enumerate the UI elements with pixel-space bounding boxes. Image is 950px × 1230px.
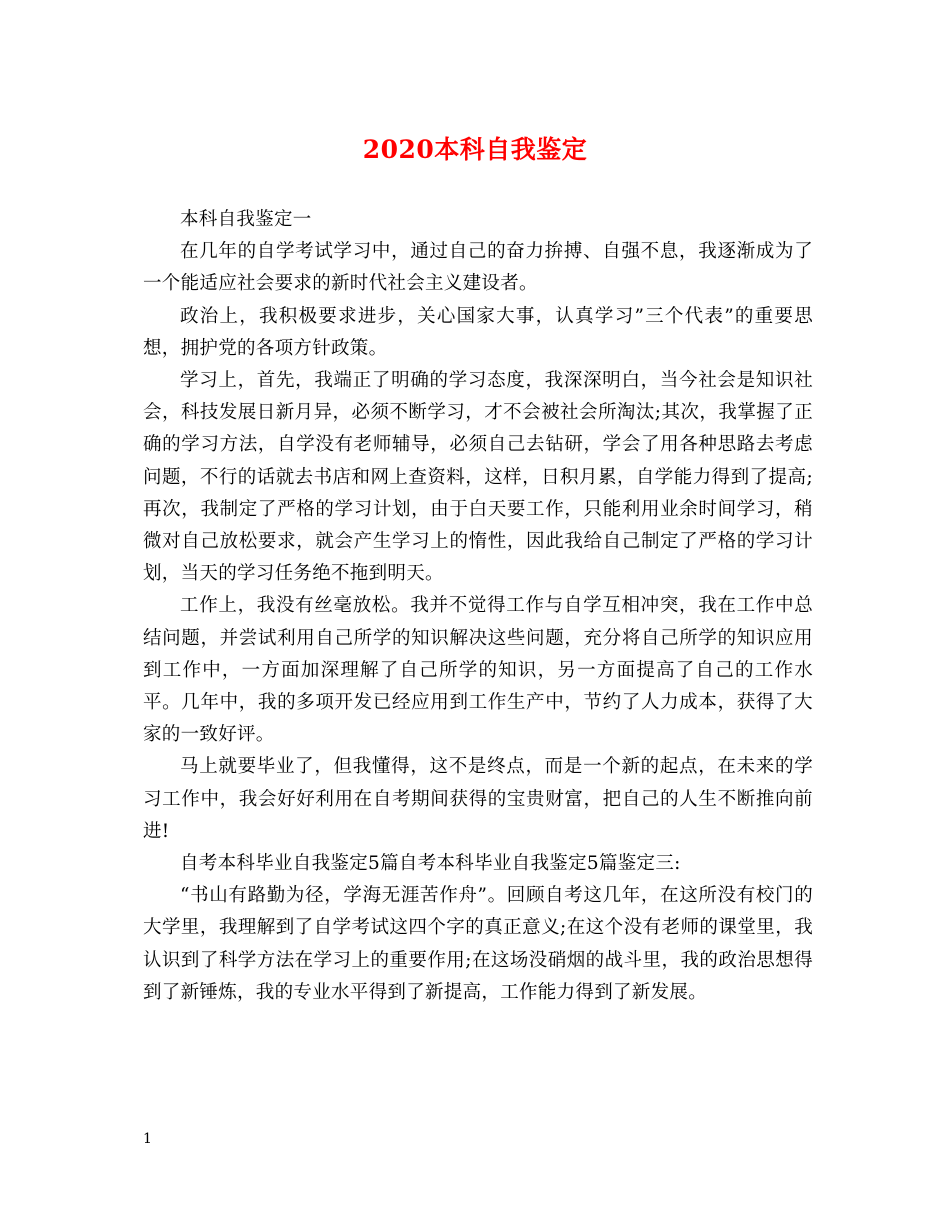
paragraph-section-three-heading: 自考本科毕业自我鉴定5篇自考本科毕业自我鉴定5篇鉴定三: <box>180 853 681 875</box>
paragraph-graduation: 马上就要毕业了，但我懂得，这不是终点，而是一个新的起点，在未来的学习工作中，我会好好利用在自考期间获得的宝贵财富，把自己的人生不断推向前进! <box>143 756 813 842</box>
paragraph-work: 工作上，我没有丝毫放松。我并不觉得工作与自学互相冲突，我在工作中总结问题，并尝试利用自己所学的知识解决这些问题，充分将自己所学的知识应用到工作中，一方面加深理解了自己所学的知识，另一方面提高了自己的工作水平。几年中，我的多项开发已经应用到工作生产中，节约了人力成本，获得了大家的一致好评。 <box>143 595 813 746</box>
paragraph-study: 学习上，首先，我端正了明确的学习态度，我深深明白，当今社会是知识社会，科技发展日新月异，必须不断学习，才不会被社会所淘汰;其次，我掌握了正确的学习方法，自学没有老师辅导，必须自己去钻研，学会了用各种思路去考虑问题，不行的话就去书店和网上查资料，这样，日积月累，自学能力得到了提高;再次，我制定了严格的学习计划，由于白天要工作，只能利用业余时间学习，稍微对自己放松要求，就会产生学习上的惰性，因此我给自己制定了严格的学习计划，当天的学习任务绝不拖到明天。 <box>143 370 813 585</box>
paragraph-politics: 政治上，我积极要求进步，关心国家大事，认真学习”三个代表”的重要思想，拥护党的各项方针政策。 <box>143 305 813 359</box>
paragraph-intro: 在几年的自学考试学习中，通过自己的奋力拚搏、自强不息，我逐渐成为了一个能适应社会要求的新时代社会主义建设者。 <box>143 241 813 295</box>
page-title: 2020本科自我鉴定 <box>362 135 588 164</box>
page-number: 1 <box>143 1131 152 1147</box>
document-body <box>143 204 813 1009</box>
paragraph-reflection: “书山有路勤为径，学海无涯苦作舟”。回顾自考这几年，在这所没有校门的大学里，我理解到了自学考试这四个字的真正意义;在这个没有老师的课堂里，我认识到了科学方法在学习上的重要作用;在这场没硝烟的战斗里，我的政治思想得到了新锤炼，我的专业水平得到了新提高，工作能力得到了新发展。 <box>143 885 813 1003</box>
paragraph-section-heading: 本科自我鉴定一 <box>180 209 312 230</box>
